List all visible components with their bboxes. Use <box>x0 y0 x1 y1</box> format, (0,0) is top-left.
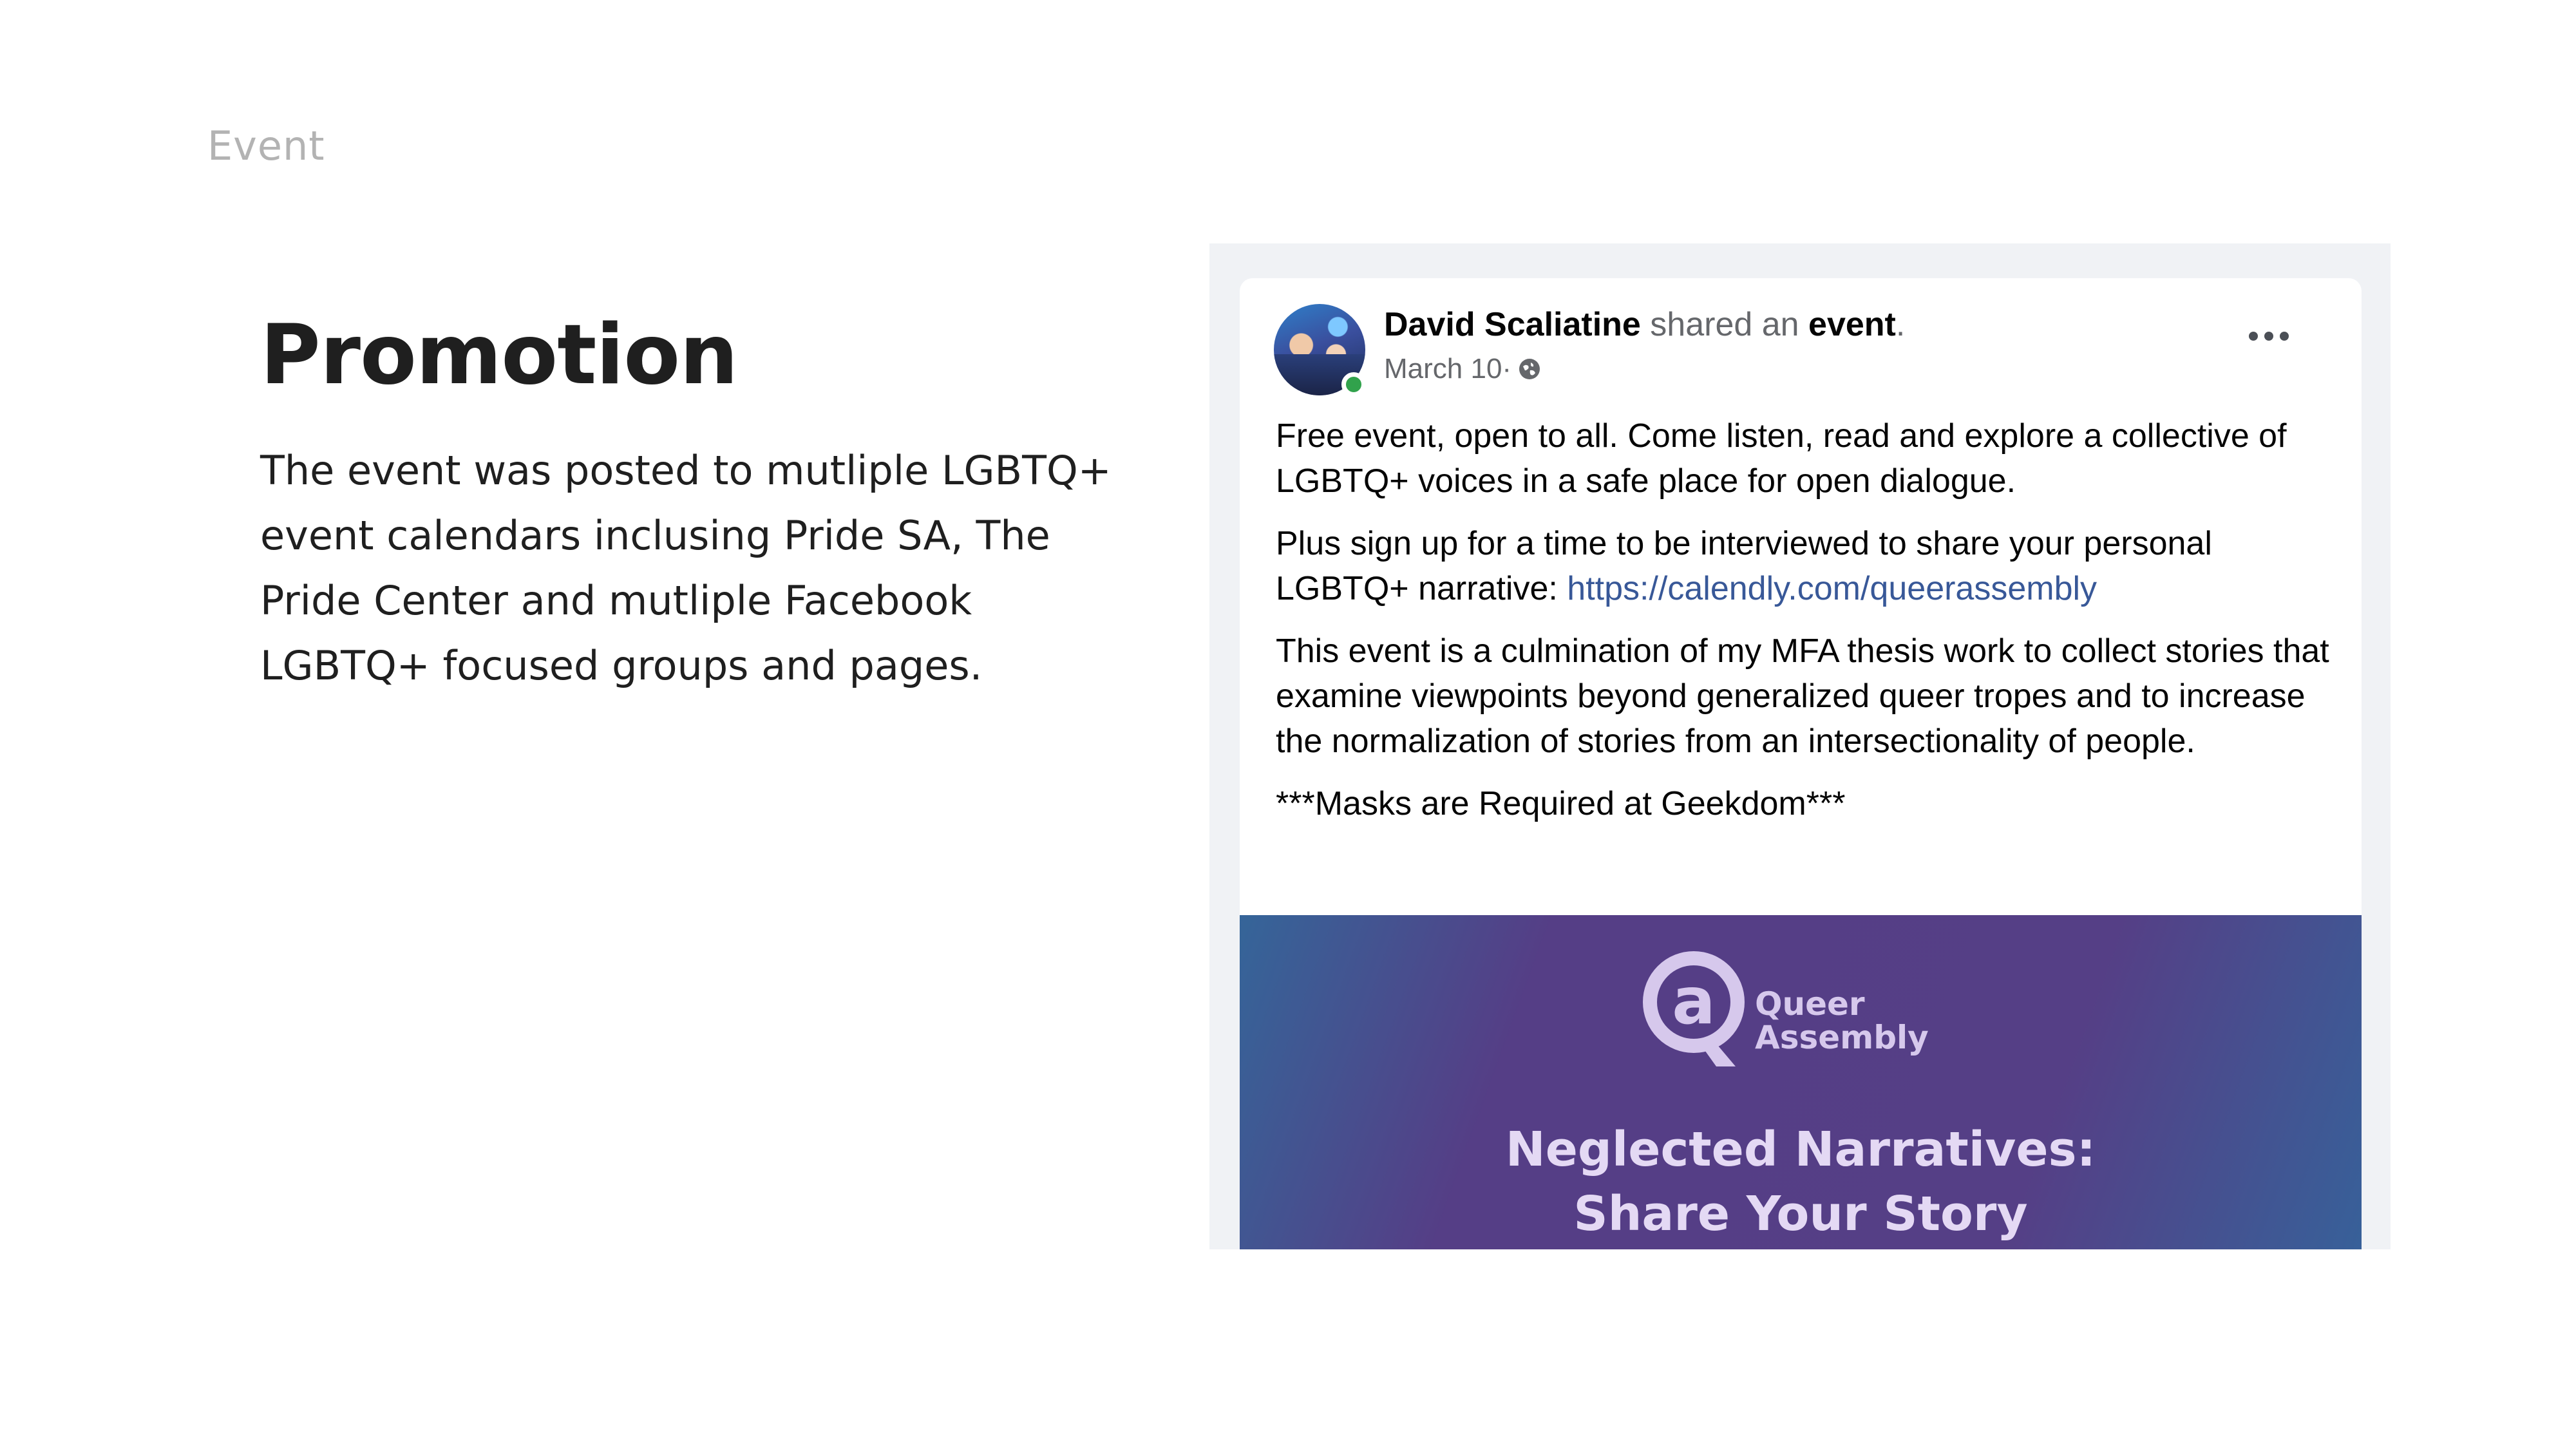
globe-icon <box>1517 356 1542 382</box>
post-paragraph: This event is a culmination of my MFA thesis work to collect stories that examine viewpoints beyond generalized queer tropes and to increase the normalization of stories from an intersectionality of people. <box>1276 632 2329 760</box>
post-paragraph: Free event, open to all. Come listen, read and explore a collective of LGBTQ+ voices in a safe place for open dialogue. <box>1276 417 2287 500</box>
queer-assembly-logo-icon <box>1639 947 1748 1070</box>
more-options-icon[interactable] <box>2237 317 2301 355</box>
facebook-post-screenshot <box>1209 243 2391 1249</box>
event-banner-image[interactable] <box>1240 915 2362 1249</box>
svg-text:a: a <box>1672 963 1716 1039</box>
brand-name: Queer Assembly <box>1755 985 1929 1056</box>
slide-title: Promotion <box>260 307 738 403</box>
slide-body-text: The event was posted to mutliple LGBTQ+ event calendars inclusing Pride SA, The Pride Center and mutliple Facebook LGBTQ+ focused groups and pages. <box>260 447 1112 689</box>
post-paragraph-signup <box>1276 521 2332 611</box>
calendly-link[interactable]: https://calendly.com/queerassembly <box>1567 570 2098 607</box>
post-meta <box>1384 353 1542 385</box>
post-action-text: shared an <box>1640 306 1809 343</box>
section-label: Event <box>207 122 325 169</box>
signup-text: Plus sign up for a time to be interviewed to share your personal LGBTQ+ narrative: <box>1276 525 2212 607</box>
banner-title-line: Share Your Story <box>1573 1186 2028 1242</box>
banner-title-line: Neglected Narratives: <box>1505 1122 2096 1177</box>
banner-title <box>1240 1117 2362 1246</box>
post-card <box>1240 278 2362 1249</box>
post-header <box>1384 305 1905 344</box>
author-name-link[interactable]: David Scaliatine <box>1384 306 1641 343</box>
header-period: . <box>1895 306 1906 343</box>
post-date-link[interactable]: March 10 <box>1384 353 1502 384</box>
online-status-icon <box>1341 372 1366 397</box>
post-paragraph-masks: ***Masks are Required at Geekdom*** <box>1276 785 1846 822</box>
post-text <box>1276 413 2332 844</box>
event-link[interactable]: event <box>1808 306 1896 343</box>
meta-separator: · <box>1502 353 1512 384</box>
